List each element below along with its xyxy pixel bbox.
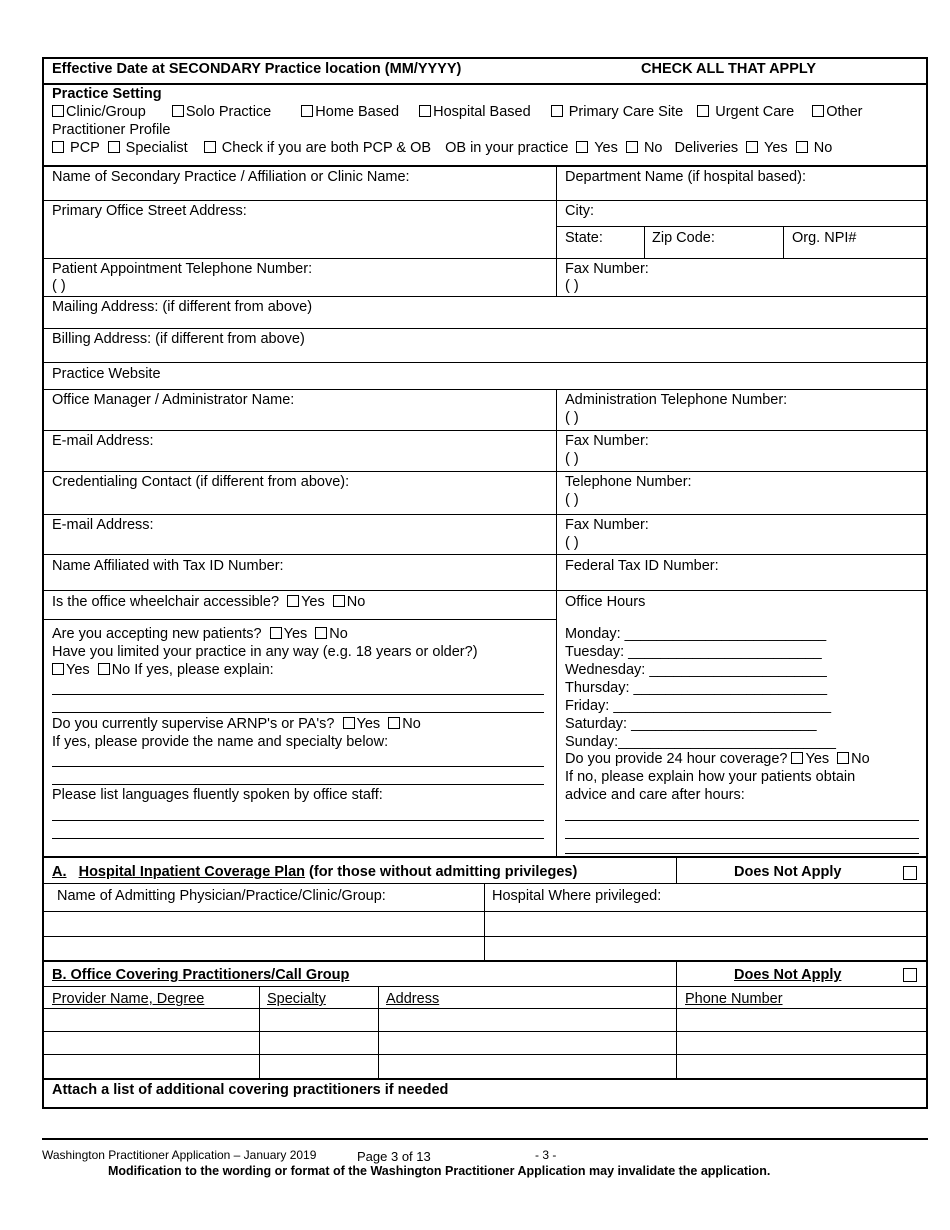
fax-input[interactable]: ( ) <box>565 535 579 551</box>
admin-phone-input[interactable]: ( ) <box>565 410 579 426</box>
checkbox[interactable] <box>270 627 282 639</box>
section-b-does-not-apply-checkbox[interactable] <box>903 968 917 982</box>
admitting-physician-header: Name of Admitting Physician/Practice/Clinic/Group: <box>57 888 386 904</box>
mailing-address-label: Mailing Address: (if different from above) <box>52 299 313 315</box>
languages-question: Please list languages fluently spoken by office staff: <box>52 787 383 803</box>
checkbox[interactable] <box>108 141 120 153</box>
limited-practice-answer: Yes No If yes, please explain: <box>52 662 274 679</box>
email-label: E-mail Address: <box>52 517 154 533</box>
checkbox[interactable] <box>287 595 299 607</box>
checkbox[interactable] <box>52 105 64 117</box>
checkbox[interactable] <box>172 105 184 117</box>
org-npi-label: Org. NPI# <box>792 230 857 246</box>
answer-line[interactable] <box>565 820 919 821</box>
checkbox[interactable] <box>98 663 110 675</box>
checkbox[interactable] <box>52 663 64 675</box>
office-hours-sunday[interactable]: Sunday:___________________________ <box>565 734 836 750</box>
hospital-privileged-header: Hospital Where privileged: <box>492 888 662 904</box>
fax-input[interactable]: ( ) <box>565 451 579 467</box>
office-hours-tuesday[interactable]: Tuesday: ________________________ <box>565 644 822 660</box>
office-manager-label: Office Manager / Administrator Name: <box>52 392 295 408</box>
practice-setting-title: Practice Setting <box>52 86 162 102</box>
section-b-heading: B. Office Covering Practitioners/Call Group <box>52 967 350 983</box>
footer-rule <box>42 1138 928 1140</box>
billing-address-label: Billing Address: (if different from above) <box>52 331 305 347</box>
footer-page-number: - 3 - <box>535 1148 557 1162</box>
fax-label: Fax Number: <box>565 433 649 449</box>
secondary-practice-name-label: Name of Secondary Practice / Affiliation or Clinic Name: <box>52 169 410 185</box>
effective-date-label: Effective Date at SECONDARY Practice location (MM/YYYY) <box>52 61 462 77</box>
checkbox[interactable] <box>576 141 588 153</box>
practice-setting-options: Clinic/Group Solo Practice Home Based Hospital Based Primary Care Site Urgent Care Other <box>52 104 863 121</box>
wheelchair-question: Is the office wheelchair accessible? Yes No <box>52 594 366 610</box>
email-label: E-mail Address: <box>52 433 154 449</box>
fax-label: Fax Number: <box>565 261 649 277</box>
answer-line[interactable] <box>565 853 919 854</box>
checkbox[interactable] <box>343 717 355 729</box>
checkbox[interactable] <box>812 105 824 117</box>
specialty-header: Specialty <box>267 991 326 1007</box>
answer-line[interactable] <box>52 712 544 713</box>
practitioner-profile-options: PCP Specialist Check if you are both PCP & OB OB in your practice Yes No Deliveries Yes No <box>52 140 832 157</box>
checkbox[interactable] <box>419 105 431 117</box>
provider-name-header: Provider Name, Degree <box>52 991 205 1007</box>
coverage-question: Do you provide 24 hour coverage? Yes No <box>565 751 870 767</box>
office-hours-title: Office Hours <box>565 594 646 610</box>
answer-line[interactable] <box>52 766 544 767</box>
checkbox[interactable] <box>626 141 638 153</box>
section-a-does-not-apply-checkbox[interactable] <box>903 866 917 880</box>
fax-label: Fax Number: <box>565 517 649 533</box>
checkbox[interactable] <box>388 717 400 729</box>
checkbox[interactable] <box>52 141 64 153</box>
practice-website-label: Practice Website <box>52 366 161 382</box>
answer-line[interactable] <box>52 820 544 821</box>
address-header: Address <box>386 991 440 1007</box>
supervise-followup: If yes, please provide the name and specialty below: <box>52 734 389 750</box>
admin-phone-label: Administration Telephone Number: <box>565 392 788 408</box>
coverage-followup-line2: advice and care after hours: <box>565 787 745 803</box>
checkbox[interactable] <box>796 141 808 153</box>
patient-phone-label: Patient Appointment Telephone Number: <box>52 261 313 277</box>
office-hours-saturday[interactable]: Saturday: _______________________ <box>565 716 817 732</box>
zip-label: Zip Code: <box>652 230 715 246</box>
city-label: City: <box>565 203 594 219</box>
state-label: State: <box>565 230 603 246</box>
telephone-label: Telephone Number: <box>565 474 692 490</box>
checkbox[interactable] <box>837 752 849 764</box>
section-b-does-not-apply: Does Not Apply <box>734 967 842 983</box>
primary-office-address-label: Primary Office Street Address: <box>52 203 247 219</box>
section-a-heading: A. Hospital Inpatient Coverage Plan (for those without admitting privileges) <box>52 864 578 880</box>
coverage-followup-line1: If no, please explain how your patients obtain <box>565 769 856 785</box>
checkbox[interactable] <box>791 752 803 764</box>
check-all-label: CHECK ALL THAT APPLY <box>641 61 817 77</box>
practitioner-profile-title: Practitioner Profile <box>52 122 171 138</box>
checkbox[interactable] <box>315 627 327 639</box>
supervise-question: Do you currently supervise ARNP's or PA's? Yes No <box>52 716 421 732</box>
checkbox[interactable] <box>204 141 216 153</box>
checkbox[interactable] <box>746 141 758 153</box>
federal-tax-id-label: Federal Tax ID Number: <box>565 558 719 574</box>
department-name-label: Department Name (if hospital based): <box>565 169 806 185</box>
patient-phone-input[interactable]: ( ) <box>52 278 66 294</box>
office-hours-thursday[interactable]: Thursday: ________________________ <box>565 680 828 696</box>
new-patients-question: Are you accepting new patients? Yes No <box>52 626 348 642</box>
footer-page-of: Page 3 of 13 <box>357 1149 431 1164</box>
office-hours-monday[interactable]: Monday: _________________________ <box>565 626 827 642</box>
checkbox[interactable] <box>333 595 345 607</box>
checkbox[interactable] <box>551 105 563 117</box>
section-a-does-not-apply: Does Not Apply <box>734 864 842 880</box>
credentialing-contact-label: Credentialing Contact (if different from above): <box>52 474 350 490</box>
phone-number-header: Phone Number <box>685 991 783 1007</box>
fax-input[interactable]: ( ) <box>565 278 579 294</box>
footer-app-name: Washington Practitioner Application – January 2019 <box>42 1148 317 1162</box>
office-hours-friday[interactable]: Friday: ___________________________ <box>565 698 832 714</box>
answer-line[interactable] <box>52 694 544 695</box>
office-hours-wednesday[interactable]: Wednesday: ______________________ <box>565 662 827 678</box>
tax-id-name-label: Name Affiliated with Tax ID Number: <box>52 558 284 574</box>
attach-note: Attach a list of additional covering practitioners if needed <box>52 1082 449 1098</box>
limited-practice-question: Have you limited your practice in any way (e.g. 18 years or older?) <box>52 644 478 660</box>
checkbox[interactable] <box>301 105 313 117</box>
answer-line[interactable] <box>52 784 544 785</box>
answer-line[interactable] <box>52 838 544 839</box>
telephone-input[interactable]: ( ) <box>565 492 579 508</box>
checkbox[interactable] <box>697 105 709 117</box>
footer-warning: Modification to the wording or format of the Washington Practitioner Application may invalidate the application. <box>108 1164 771 1178</box>
answer-line[interactable] <box>565 838 919 839</box>
